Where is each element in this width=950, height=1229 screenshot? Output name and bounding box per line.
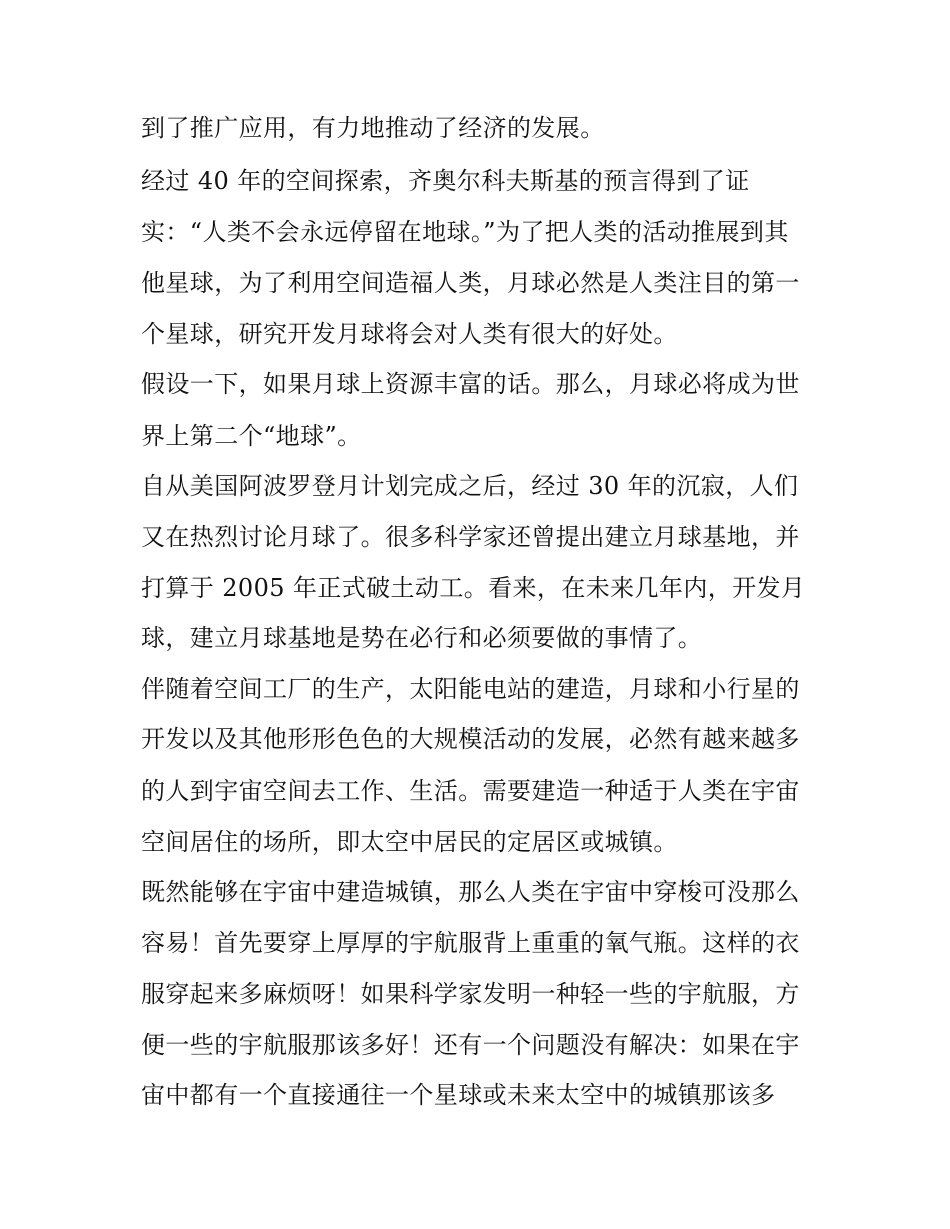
text-line: 球，建立月球基地是势在必行和必须要做的事情了。: [141, 624, 703, 652]
text-line: 经过 40 年的空间探索，齐奥尔科夫斯基的预言得到了证: [141, 167, 750, 195]
text-line: 又在热烈讨论月球了。很多科学家还曾提出建立月球基地，并: [141, 523, 800, 551]
text-line: 的人到宇宙空间去工作、生活。需要建造一种适于人类在宇宙: [141, 777, 800, 805]
text-line: 个星球，研究开发月球将会对人类有很大的好处。: [141, 320, 678, 348]
text-line: 宙中都有一个直接通往一个星球或未来太空中的城镇那该多: [141, 1081, 776, 1109]
text-line: 开发以及其他形形色色的大规模活动的发展，必然有越来越多: [141, 725, 800, 753]
text-line: 打算于 2005 年正式破土动工。看来，在未来几年内，开发月: [141, 574, 806, 602]
text-line: 服穿起来多麻烦呀！如果科学家发明一种轻一些的宇航服，方: [141, 980, 800, 1008]
text-line: 伴随着空间工厂的生产，太阳能电站的建造，月球和小行星的: [141, 675, 800, 703]
text-line: 到了推广应用，有力地推动了经济的发展。: [141, 114, 605, 142]
text-line: 他星球，为了利用空间造福人类，月球必然是人类注目的第一: [141, 269, 800, 297]
text-line: 空间居住的场所，即太空中居民的定居区或城镇。: [141, 828, 678, 856]
text-line: 界上第二个“地球”。: [141, 422, 362, 450]
text-line: 自从美国阿波罗登月计划完成之后，经过 30 年的沉寂，人们: [141, 472, 799, 500]
text-line: 假设一下，如果月球上资源丰富的话。那么，月球必将成为世: [141, 370, 800, 398]
text-line: 容易！首先要穿上厚厚的宇航服背上重重的氧气瓶。这样的衣: [141, 929, 800, 957]
text-line: 便一些的宇航服那该多好！还有一个问题没有解决：如果在宇: [141, 1031, 800, 1059]
text-line: 既然能够在宇宙中建造城镇，那么人类在宇宙中穿梭可没那么: [141, 878, 800, 906]
text-line: 实：“人类不会永远停留在地球。”为了把人类的活动推展到其: [141, 218, 789, 246]
